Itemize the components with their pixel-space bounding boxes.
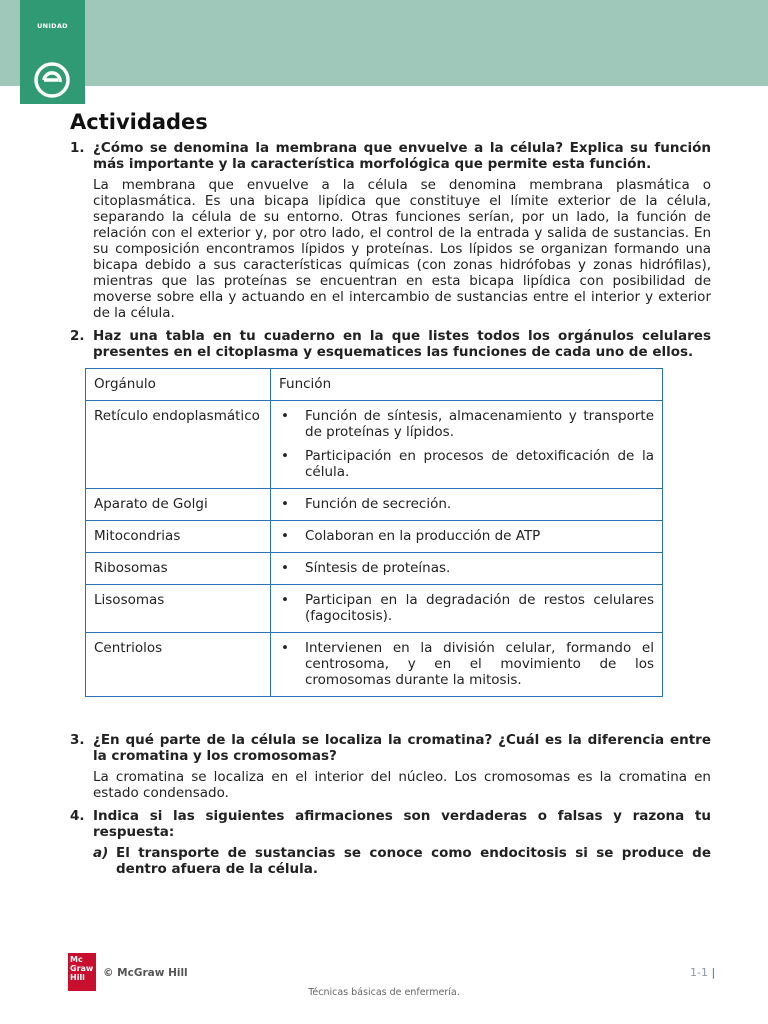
footer-subtitle: Técnicas básicas de enfermería. — [308, 987, 460, 998]
answer-3: La cromatina se localiza en el interior del núcleo. Los cromosomas es la cromatina en estado condensado. — [93, 769, 711, 801]
question-2 — [70, 328, 711, 360]
publisher-e-icon — [33, 61, 71, 99]
sub-question-label: a) — [93, 845, 109, 861]
organelle-cell: Aparato de Golgi — [86, 489, 271, 521]
organelle-cell: Ribosomas — [86, 553, 271, 585]
column-header: Orgánulo — [86, 369, 271, 401]
function-item: • Colaboran en la producción de ATP — [279, 528, 654, 544]
question-3 — [70, 732, 711, 764]
function-cell — [271, 401, 663, 489]
page-number-bar: | — [711, 966, 716, 979]
question-number: 4. — [70, 808, 85, 824]
function-cell — [271, 489, 663, 521]
table-row — [86, 401, 663, 489]
function-item: • Participan en la degradación de restos celulares (fagocitosis). — [279, 592, 654, 624]
answer-1: La membrana que envuelve a la célula se denomina membrana plasmática o citoplasmática. Es una bicapa lipídica que constituye el límite exterior de la célula, separando la célula de su entorno. Otras funciones serían, por un lado, la función de relación con el exterior y, por otro lado, el control de la entrada y salida de sustancias. En su composición encontramos lípidos y proteínas. Los lípidos se organizan formando una bicapa debido a sus características químicas (con zonas hidrófobas y zonas hidrófilas), mientras que las proteínas se encuentran en esta bicapa lipídica con posibilidad de moverse sobre ella y actuando en el intercambio de sustancias entre el interior y exterior de la célula. — [93, 177, 711, 321]
page-number-text: 1-1 — [690, 966, 708, 979]
organelle-table — [85, 368, 663, 697]
sub-question-text: El transporte de sustancias se conoce como endocitosis si se produce de dentro afuera de la célula. — [116, 845, 711, 877]
function-cell — [271, 553, 663, 585]
copyright: © McGraw Hill — [103, 967, 188, 979]
activities-content — [70, 140, 711, 877]
table-row — [86, 489, 663, 521]
table-header-row — [86, 369, 663, 401]
unit-label: UNIDAD — [37, 22, 68, 30]
table-row — [86, 553, 663, 585]
question-number: 2. — [70, 328, 85, 344]
logo-line: Graw — [70, 964, 94, 973]
mcgraw-hill-logo — [68, 953, 96, 991]
function-item: • Intervienen en la división celular, formando el centrosoma, y en el movimiento de los cromosomas durante la mitosis. — [279, 640, 654, 688]
function-cell — [271, 521, 663, 553]
organelle-cell: Lisosomas — [86, 585, 271, 633]
table-row — [86, 585, 663, 633]
function-cell — [271, 633, 663, 697]
question-number: 3. — [70, 732, 85, 748]
table-row — [86, 633, 663, 697]
organelle-cell: Retículo endoplasmático — [86, 401, 271, 489]
page-number — [690, 966, 715, 979]
organelle-cell: Mitocondrias — [86, 521, 271, 553]
question-text: Indica si las siguientes afirmaciones son verdaderas o falsas y razona tu respuesta: — [93, 808, 711, 840]
function-item: • Participación en procesos de detoxificación de la célula. — [279, 448, 654, 480]
function-item: • Función de síntesis, almacenamiento y transporte de proteínas y lípidos. — [279, 408, 654, 440]
question-number: 1. — [70, 140, 85, 156]
question-4 — [70, 808, 711, 840]
function-item: • Función de secreción. — [279, 496, 654, 512]
column-header: Función — [271, 369, 663, 401]
table-row — [86, 521, 663, 553]
function-item: • Síntesis de proteínas. — [279, 560, 654, 576]
logo-line: Hill — [70, 973, 85, 982]
logo-line: Mc — [70, 955, 83, 964]
organelle-cell: Centriolos — [86, 633, 271, 697]
page-title: Actividades — [70, 110, 208, 134]
header-bar — [0, 0, 768, 86]
question-text: ¿En qué parte de la célula se localiza la cromatina? ¿Cuál es la diferencia entre la cromatina y los cromosomas? — [93, 732, 711, 764]
function-cell — [271, 585, 663, 633]
question-text: ¿Cómo se denomina la membrana que envuelve a la célula? Explica su función más importante y la característica morfológica que permite esta función. — [93, 140, 711, 172]
question-text: Haz una tabla en tu cuaderno en la que listes todos los orgánulos celulares presentes en el citoplasma y esquematices las funciones de cada uno de ellos. — [93, 328, 711, 360]
question-4a — [70, 845, 711, 877]
question-1 — [70, 140, 711, 172]
unit-badge — [20, 0, 85, 104]
